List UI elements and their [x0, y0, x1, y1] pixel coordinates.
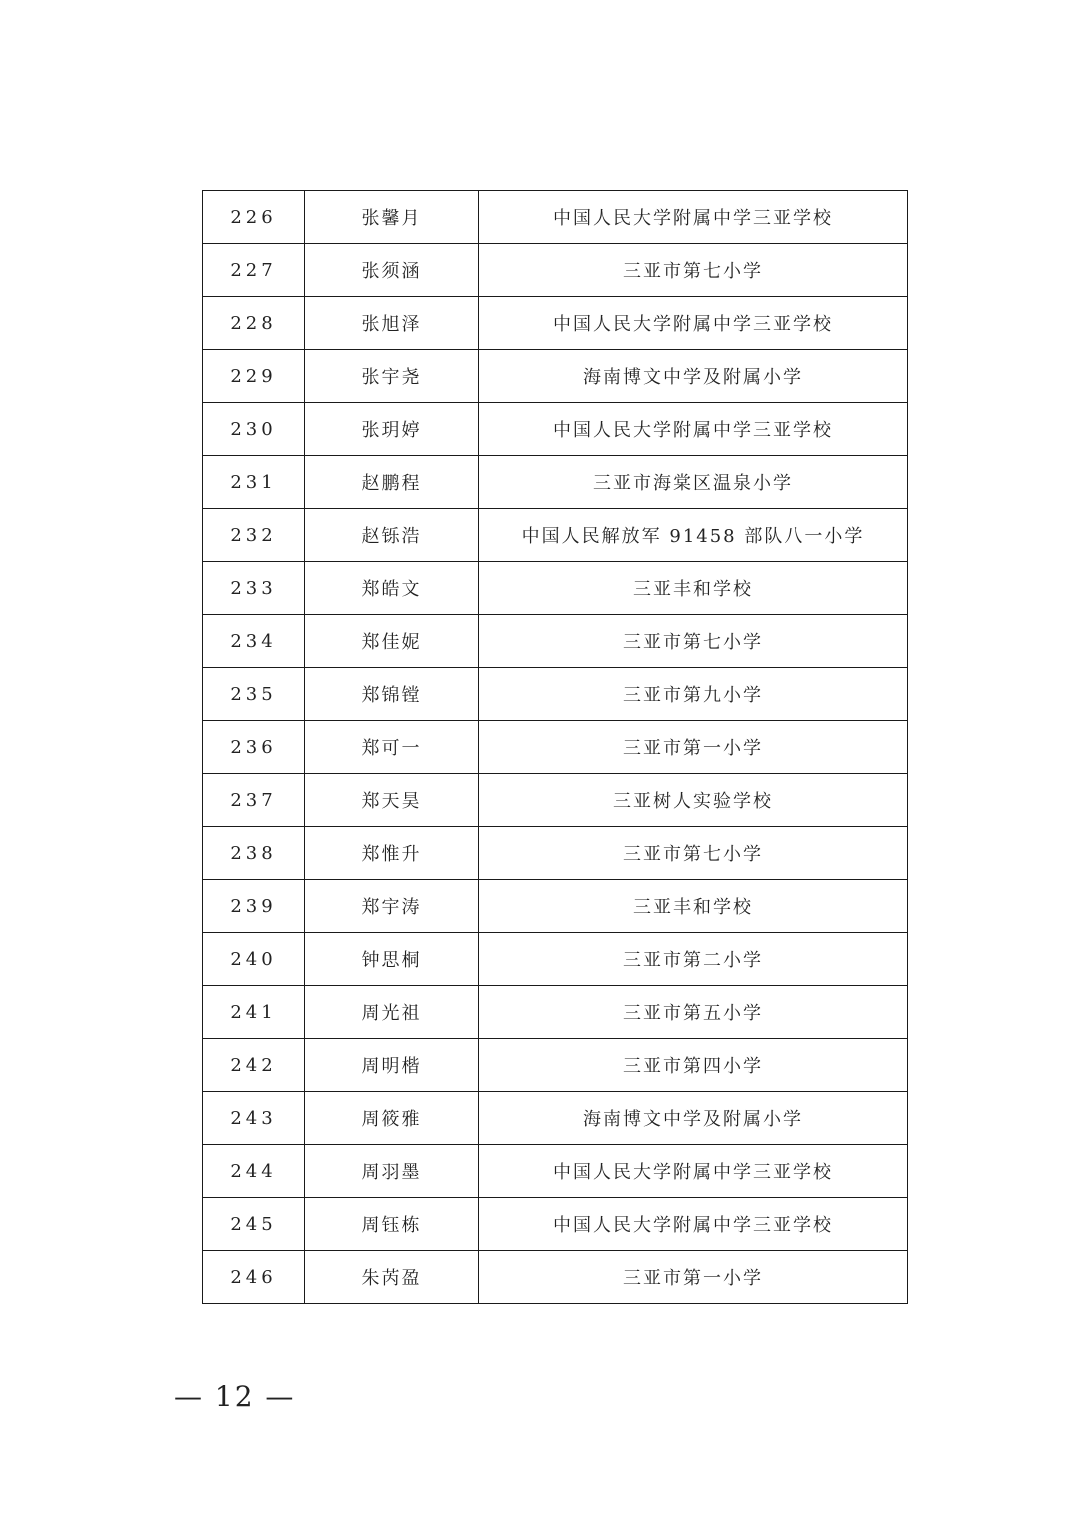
school-name: 海南博文中学及附属小学 [479, 350, 908, 403]
school-name: 三亚市第一小学 [479, 721, 908, 774]
table-row [203, 191, 908, 244]
student-name: 周羽墨 [305, 1145, 479, 1198]
school-name: 三亚市第九小学 [479, 668, 908, 721]
table-row [203, 721, 908, 774]
school-name: 三亚丰和学校 [479, 562, 908, 615]
row-number: 241 [203, 986, 305, 1039]
table-row [203, 297, 908, 350]
table-row [203, 403, 908, 456]
student-name: 郑可一 [305, 721, 479, 774]
student-name: 郑天昊 [305, 774, 479, 827]
row-number: 231 [203, 456, 305, 509]
row-number: 235 [203, 668, 305, 721]
row-number: 239 [203, 880, 305, 933]
student-name: 张玥婷 [305, 403, 479, 456]
school-name: 中国人民大学附属中学三亚学校 [479, 1145, 908, 1198]
row-number: 227 [203, 244, 305, 297]
student-name: 郑皓文 [305, 562, 479, 615]
table-row [203, 668, 908, 721]
row-number: 238 [203, 827, 305, 880]
table-row [203, 615, 908, 668]
row-number: 237 [203, 774, 305, 827]
school-name: 中国人民大学附属中学三亚学校 [479, 1198, 908, 1251]
row-number: 246 [203, 1251, 305, 1304]
row-number: 226 [203, 191, 305, 244]
roster-table [202, 190, 908, 1304]
student-name: 张宇尧 [305, 350, 479, 403]
table-row [203, 562, 908, 615]
table-row [203, 1251, 908, 1304]
table-row [203, 456, 908, 509]
student-name: 赵鹏程 [305, 456, 479, 509]
table-row [203, 1039, 908, 1092]
student-name: 张馨月 [305, 191, 479, 244]
row-number: 233 [203, 562, 305, 615]
table-row [203, 350, 908, 403]
roster-table-body [203, 191, 908, 1304]
row-number: 244 [203, 1145, 305, 1198]
school-name: 中国人民大学附属中学三亚学校 [479, 191, 908, 244]
school-name: 中国人民解放军 91458 部队八一小学 [479, 509, 908, 562]
school-name: 三亚丰和学校 [479, 880, 908, 933]
student-name: 郑宇涛 [305, 880, 479, 933]
row-number: 234 [203, 615, 305, 668]
school-name: 三亚市第七小学 [479, 827, 908, 880]
school-name: 中国人民大学附属中学三亚学校 [479, 297, 908, 350]
row-number: 232 [203, 509, 305, 562]
row-number: 236 [203, 721, 305, 774]
school-name: 三亚市第四小学 [479, 1039, 908, 1092]
student-name: 张须涵 [305, 244, 479, 297]
table-row [203, 880, 908, 933]
table-row [203, 986, 908, 1039]
school-name: 三亚市第二小学 [479, 933, 908, 986]
table-row [203, 774, 908, 827]
student-name: 周筱雅 [305, 1092, 479, 1145]
row-number: 242 [203, 1039, 305, 1092]
school-name: 三亚市第一小学 [479, 1251, 908, 1304]
table-row [203, 827, 908, 880]
student-name: 郑惟升 [305, 827, 479, 880]
school-name: 中国人民大学附属中学三亚学校 [479, 403, 908, 456]
row-number: 229 [203, 350, 305, 403]
school-name: 三亚市第七小学 [479, 244, 908, 297]
row-number: 228 [203, 297, 305, 350]
student-name: 周钰栋 [305, 1198, 479, 1251]
student-name: 赵铄浩 [305, 509, 479, 562]
table-row [203, 933, 908, 986]
table-row [203, 1092, 908, 1145]
school-name: 三亚市第五小学 [479, 986, 908, 1039]
school-name: 海南博文中学及附属小学 [479, 1092, 908, 1145]
table-row [203, 1145, 908, 1198]
table-row [203, 1198, 908, 1251]
student-name: 郑佳妮 [305, 615, 479, 668]
school-name: 三亚树人实验学校 [479, 774, 908, 827]
school-name: 三亚市第七小学 [479, 615, 908, 668]
table-row [203, 509, 908, 562]
page-number: — 12 — [174, 1380, 296, 1413]
table-row [203, 244, 908, 297]
row-number: 245 [203, 1198, 305, 1251]
row-number: 243 [203, 1092, 305, 1145]
student-name: 钟思桐 [305, 933, 479, 986]
school-name: 三亚市海棠区温泉小学 [479, 456, 908, 509]
row-number: 230 [203, 403, 305, 456]
student-name: 周光祖 [305, 986, 479, 1039]
student-name: 朱芮盈 [305, 1251, 479, 1304]
student-name: 周明楷 [305, 1039, 479, 1092]
row-number: 240 [203, 933, 305, 986]
student-name: 郑锦镗 [305, 668, 479, 721]
student-name: 张旭泽 [305, 297, 479, 350]
